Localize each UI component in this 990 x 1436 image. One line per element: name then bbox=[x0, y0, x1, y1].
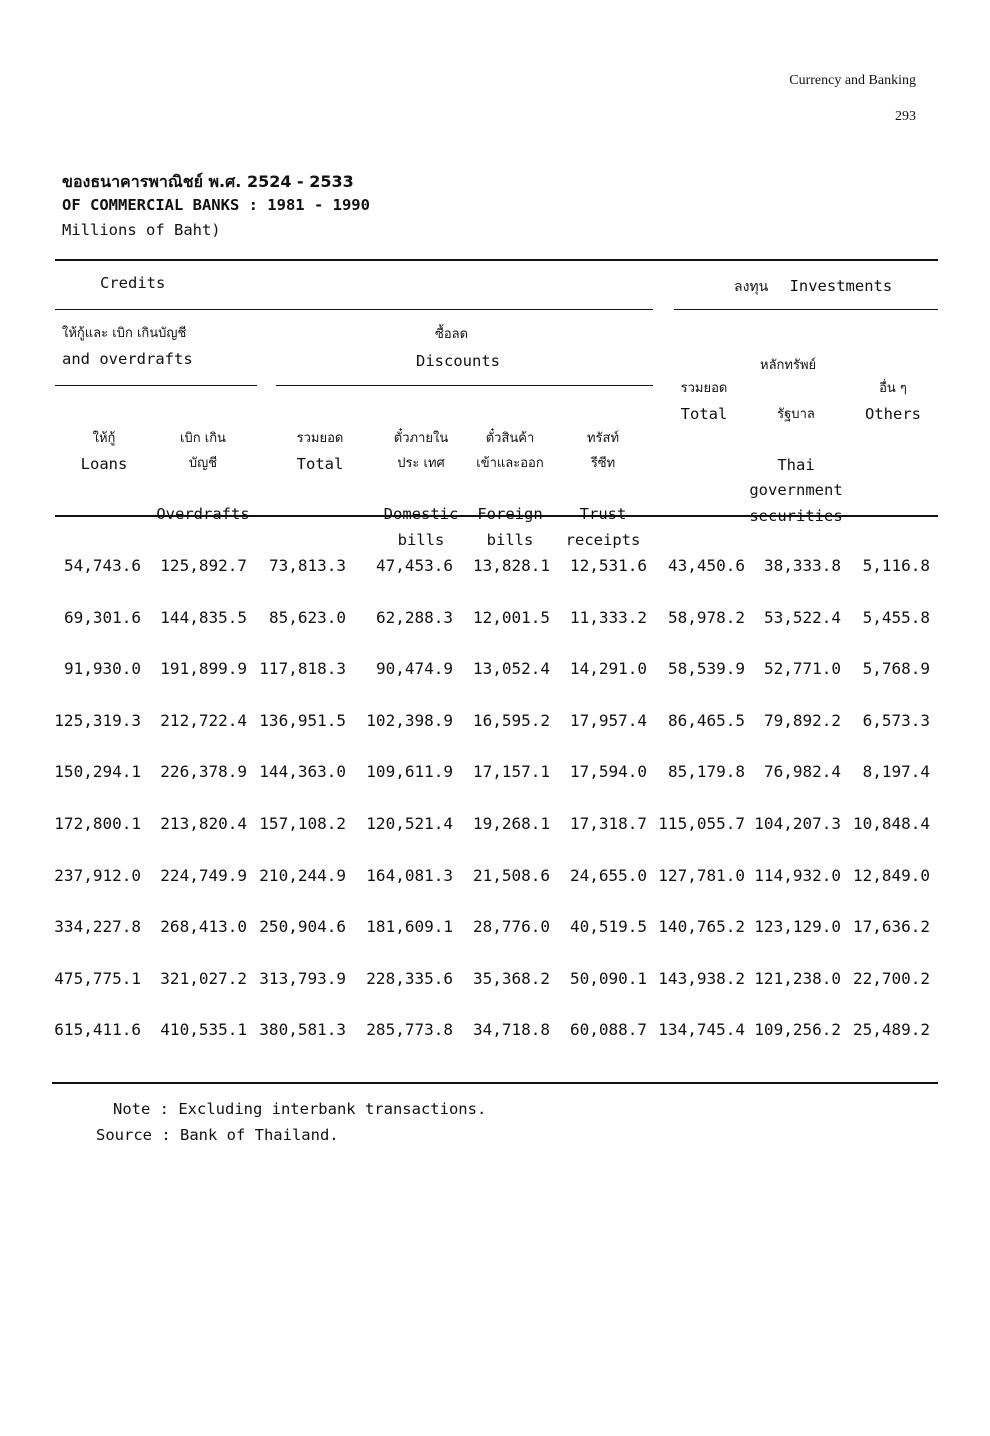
table-cell: 285,773.8 bbox=[366, 1020, 453, 1040]
table-cell: 40,519.5 bbox=[569, 917, 647, 937]
table-cell: 73,813.3 bbox=[268, 556, 346, 575]
table-cell: 16,595.2 bbox=[472, 710, 550, 730]
table-cell: 123,129.0 bbox=[754, 917, 841, 937]
investments-header: Investments bbox=[789, 277, 893, 295]
col-discount-total: Total bbox=[296, 454, 344, 473]
table-cell: 140,765.2 bbox=[658, 917, 745, 937]
table-cell: 13,052.4 bbox=[472, 659, 550, 679]
table-cell: 12,001.5 bbox=[472, 607, 550, 627]
table-cell: 58,539.9 bbox=[667, 659, 745, 679]
table-cell: 224,749.9 bbox=[160, 865, 247, 885]
loans-overdrafts-header: and overdrafts bbox=[62, 350, 193, 368]
running-header: Currency and Banking bbox=[789, 73, 916, 88]
table-cell: 60,088.7 bbox=[569, 1020, 647, 1040]
securities-header-thai: หลักทรัพย์ bbox=[760, 358, 817, 373]
table-cell: 35,368.2 bbox=[472, 968, 550, 988]
table-cell: 313,793.9 bbox=[259, 968, 346, 988]
table-cell: 475,775.1 bbox=[54, 968, 141, 988]
col-foreign-bills: Foreign bills bbox=[477, 505, 543, 549]
table-cell: 228,335.6 bbox=[366, 968, 453, 988]
table-cell: 17,594.0 bbox=[569, 762, 647, 782]
col-govt-securities-thai: รัฐบาล bbox=[777, 406, 815, 422]
table-cell: 58,978.2 bbox=[667, 607, 745, 627]
table-cell: 117,818.3 bbox=[259, 659, 346, 679]
table-cell: 52,771.0 bbox=[763, 659, 841, 679]
col-domestic-bills-thai: ตั๋วภายใน ประ เทศ bbox=[393, 430, 449, 471]
bottom-rule bbox=[52, 1082, 938, 1084]
table-cell: 380,581.3 bbox=[259, 1020, 346, 1040]
table-cell: 17,318.7 bbox=[569, 814, 647, 833]
table-cell: 25,489.2 bbox=[852, 1020, 930, 1040]
table-cell: 144,363.0 bbox=[259, 762, 346, 782]
col-others: Others bbox=[865, 404, 921, 423]
table-cell: 210,244.9 bbox=[259, 865, 346, 885]
table-cell: 134,745.4 bbox=[658, 1020, 745, 1040]
table-cell: 38,333.8 bbox=[763, 556, 841, 575]
table-cell: 181,609.1 bbox=[366, 917, 453, 937]
table-cell: 12,849.0 bbox=[852, 865, 930, 885]
credits-header: Credits bbox=[100, 274, 166, 292]
table-cell: 43,450.6 bbox=[667, 556, 745, 575]
table-cell: 109,256.2 bbox=[754, 1020, 841, 1040]
table-cell: 10,848.4 bbox=[852, 814, 930, 833]
investments-rule bbox=[674, 309, 938, 310]
table-cell: 104,207.3 bbox=[754, 814, 841, 833]
table-cell: 53,522.4 bbox=[763, 607, 841, 627]
table-cell: 121,238.0 bbox=[754, 968, 841, 988]
col-foreign-bills-thai: ตั๋วสินค้า เข้าและออก bbox=[476, 430, 544, 471]
table-cell: 17,157.1 bbox=[472, 762, 550, 782]
table-cell: 85,623.0 bbox=[268, 607, 346, 627]
col-trust-receipts: Trust receipts bbox=[565, 505, 641, 549]
table-cell: 17,957.4 bbox=[569, 710, 647, 730]
col-investment-total: Total bbox=[680, 404, 728, 423]
table-cell: 11,333.2 bbox=[569, 607, 647, 627]
table-cell: 127,781.0 bbox=[658, 865, 745, 885]
table-cell: 191,899.9 bbox=[160, 659, 247, 679]
table-cell: 76,982.4 bbox=[763, 762, 841, 782]
table-unit: Millions of Baht) bbox=[62, 221, 221, 239]
table-cell: 120,521.4 bbox=[366, 814, 453, 833]
table-note: Note : Excluding interbank transactions. bbox=[113, 1100, 487, 1118]
table-cell: 226,378.9 bbox=[160, 762, 247, 782]
table-cell: 144,835.5 bbox=[160, 607, 247, 627]
table-cell: 90,474.9 bbox=[375, 659, 453, 679]
table-cell: 22,700.2 bbox=[852, 968, 930, 988]
discounts-header-thai: ซื้อลด bbox=[435, 327, 469, 342]
table-cell: 62,288.3 bbox=[375, 607, 453, 627]
table-cell: 615,411.6 bbox=[54, 1020, 141, 1040]
col-loans-thai: ให้กู้ bbox=[92, 431, 116, 446]
table-cell: 213,820.4 bbox=[160, 814, 247, 833]
table-cell: 17,636.2 bbox=[852, 917, 930, 937]
page-number: 293 bbox=[895, 109, 916, 124]
table-cell: 12,531.6 bbox=[569, 556, 647, 575]
table-title-thai: ของธนาคารพาณิชย์ พ.ศ. 2524 - 2533 bbox=[62, 172, 354, 191]
table-cell: 69,301.6 bbox=[63, 607, 141, 627]
table-cell: 321,027.2 bbox=[160, 968, 247, 988]
loans-overdrafts-header-thai: ให้กู้และ เบิก เกินบัญชี bbox=[62, 326, 187, 341]
discounts-header: Discounts bbox=[416, 352, 500, 370]
table-cell: 24,655.0 bbox=[569, 865, 647, 885]
col-trust-receipts-thai: ทรัสท์ รีซีท bbox=[586, 430, 620, 471]
table-source: Source : Bank of Thailand. bbox=[96, 1126, 339, 1144]
table-cell: 14,291.0 bbox=[569, 659, 647, 679]
table-cell: 85,179.8 bbox=[667, 762, 745, 782]
table-cell: 47,453.6 bbox=[375, 556, 453, 575]
table-cell: 13,828.1 bbox=[472, 556, 550, 575]
col-discount-total-thai: รวมยอด bbox=[296, 431, 344, 446]
table-cell: 50,090.1 bbox=[569, 968, 647, 988]
table-cell: 150,294.1 bbox=[54, 762, 141, 782]
credits-rule bbox=[55, 309, 653, 310]
table-cell: 157,108.2 bbox=[259, 814, 346, 833]
col-govt-securities: Thai government securities bbox=[749, 455, 843, 525]
table-cell: 143,938.2 bbox=[658, 968, 745, 988]
investments-header-thai: ลงทุน bbox=[734, 279, 769, 295]
table-cell: 250,904.6 bbox=[259, 917, 346, 937]
table-cell: 19,268.1 bbox=[472, 814, 550, 833]
table-cell: 6,573.3 bbox=[862, 710, 930, 730]
col-investment-total-thai: รวมยอด bbox=[680, 381, 728, 396]
table-cell: 54,743.6 bbox=[63, 556, 141, 575]
table-cell: 21,508.6 bbox=[472, 865, 550, 885]
table-cell: 212,722.4 bbox=[160, 710, 247, 730]
table-cell: 410,535.1 bbox=[160, 1020, 247, 1040]
loans-subrule bbox=[55, 385, 257, 386]
table-cell: 164,081.3 bbox=[366, 865, 453, 885]
col-domestic-bills: Domestic bills bbox=[383, 505, 459, 549]
table-cell: 5,455.8 bbox=[862, 607, 930, 627]
table-cell: 8,197.4 bbox=[862, 762, 930, 782]
table-cell: 79,892.2 bbox=[763, 710, 841, 730]
table-cell: 34,718.8 bbox=[472, 1020, 550, 1040]
col-loans: Loans bbox=[80, 454, 128, 473]
table-cell: 5,768.9 bbox=[862, 659, 930, 679]
table-cell: 28,776.0 bbox=[472, 917, 550, 937]
table-cell: 109,611.9 bbox=[366, 762, 453, 782]
table-title-english: OF COMMERCIAL BANKS : 1981 - 1990 bbox=[62, 196, 370, 214]
table-cell: 125,892.7 bbox=[160, 556, 247, 575]
table-cell: 91,930.0 bbox=[63, 659, 141, 679]
table-cell: 86,465.5 bbox=[667, 710, 745, 730]
col-overdrafts: Overdrafts bbox=[156, 505, 250, 523]
table-cell: 102,398.9 bbox=[366, 710, 453, 730]
table-cell: 334,227.8 bbox=[54, 917, 141, 937]
discounts-subrule bbox=[276, 385, 653, 386]
table-cell: 125,319.3 bbox=[54, 710, 141, 730]
table-cell: 114,932.0 bbox=[754, 865, 841, 885]
table-cell: 268,413.0 bbox=[160, 917, 247, 937]
table-cell: 136,951.5 bbox=[259, 710, 346, 730]
table-cell: 237,912.0 bbox=[54, 865, 141, 885]
table-cell: 115,055.7 bbox=[658, 814, 745, 833]
table-cell: 5,116.8 bbox=[862, 556, 930, 575]
table-cell: 172,800.1 bbox=[54, 814, 141, 833]
col-others-thai: อื่น ๆ bbox=[879, 381, 907, 396]
col-overdrafts-thai: เบิก เกิน บัญชี bbox=[180, 430, 226, 471]
top-rule bbox=[55, 259, 938, 261]
